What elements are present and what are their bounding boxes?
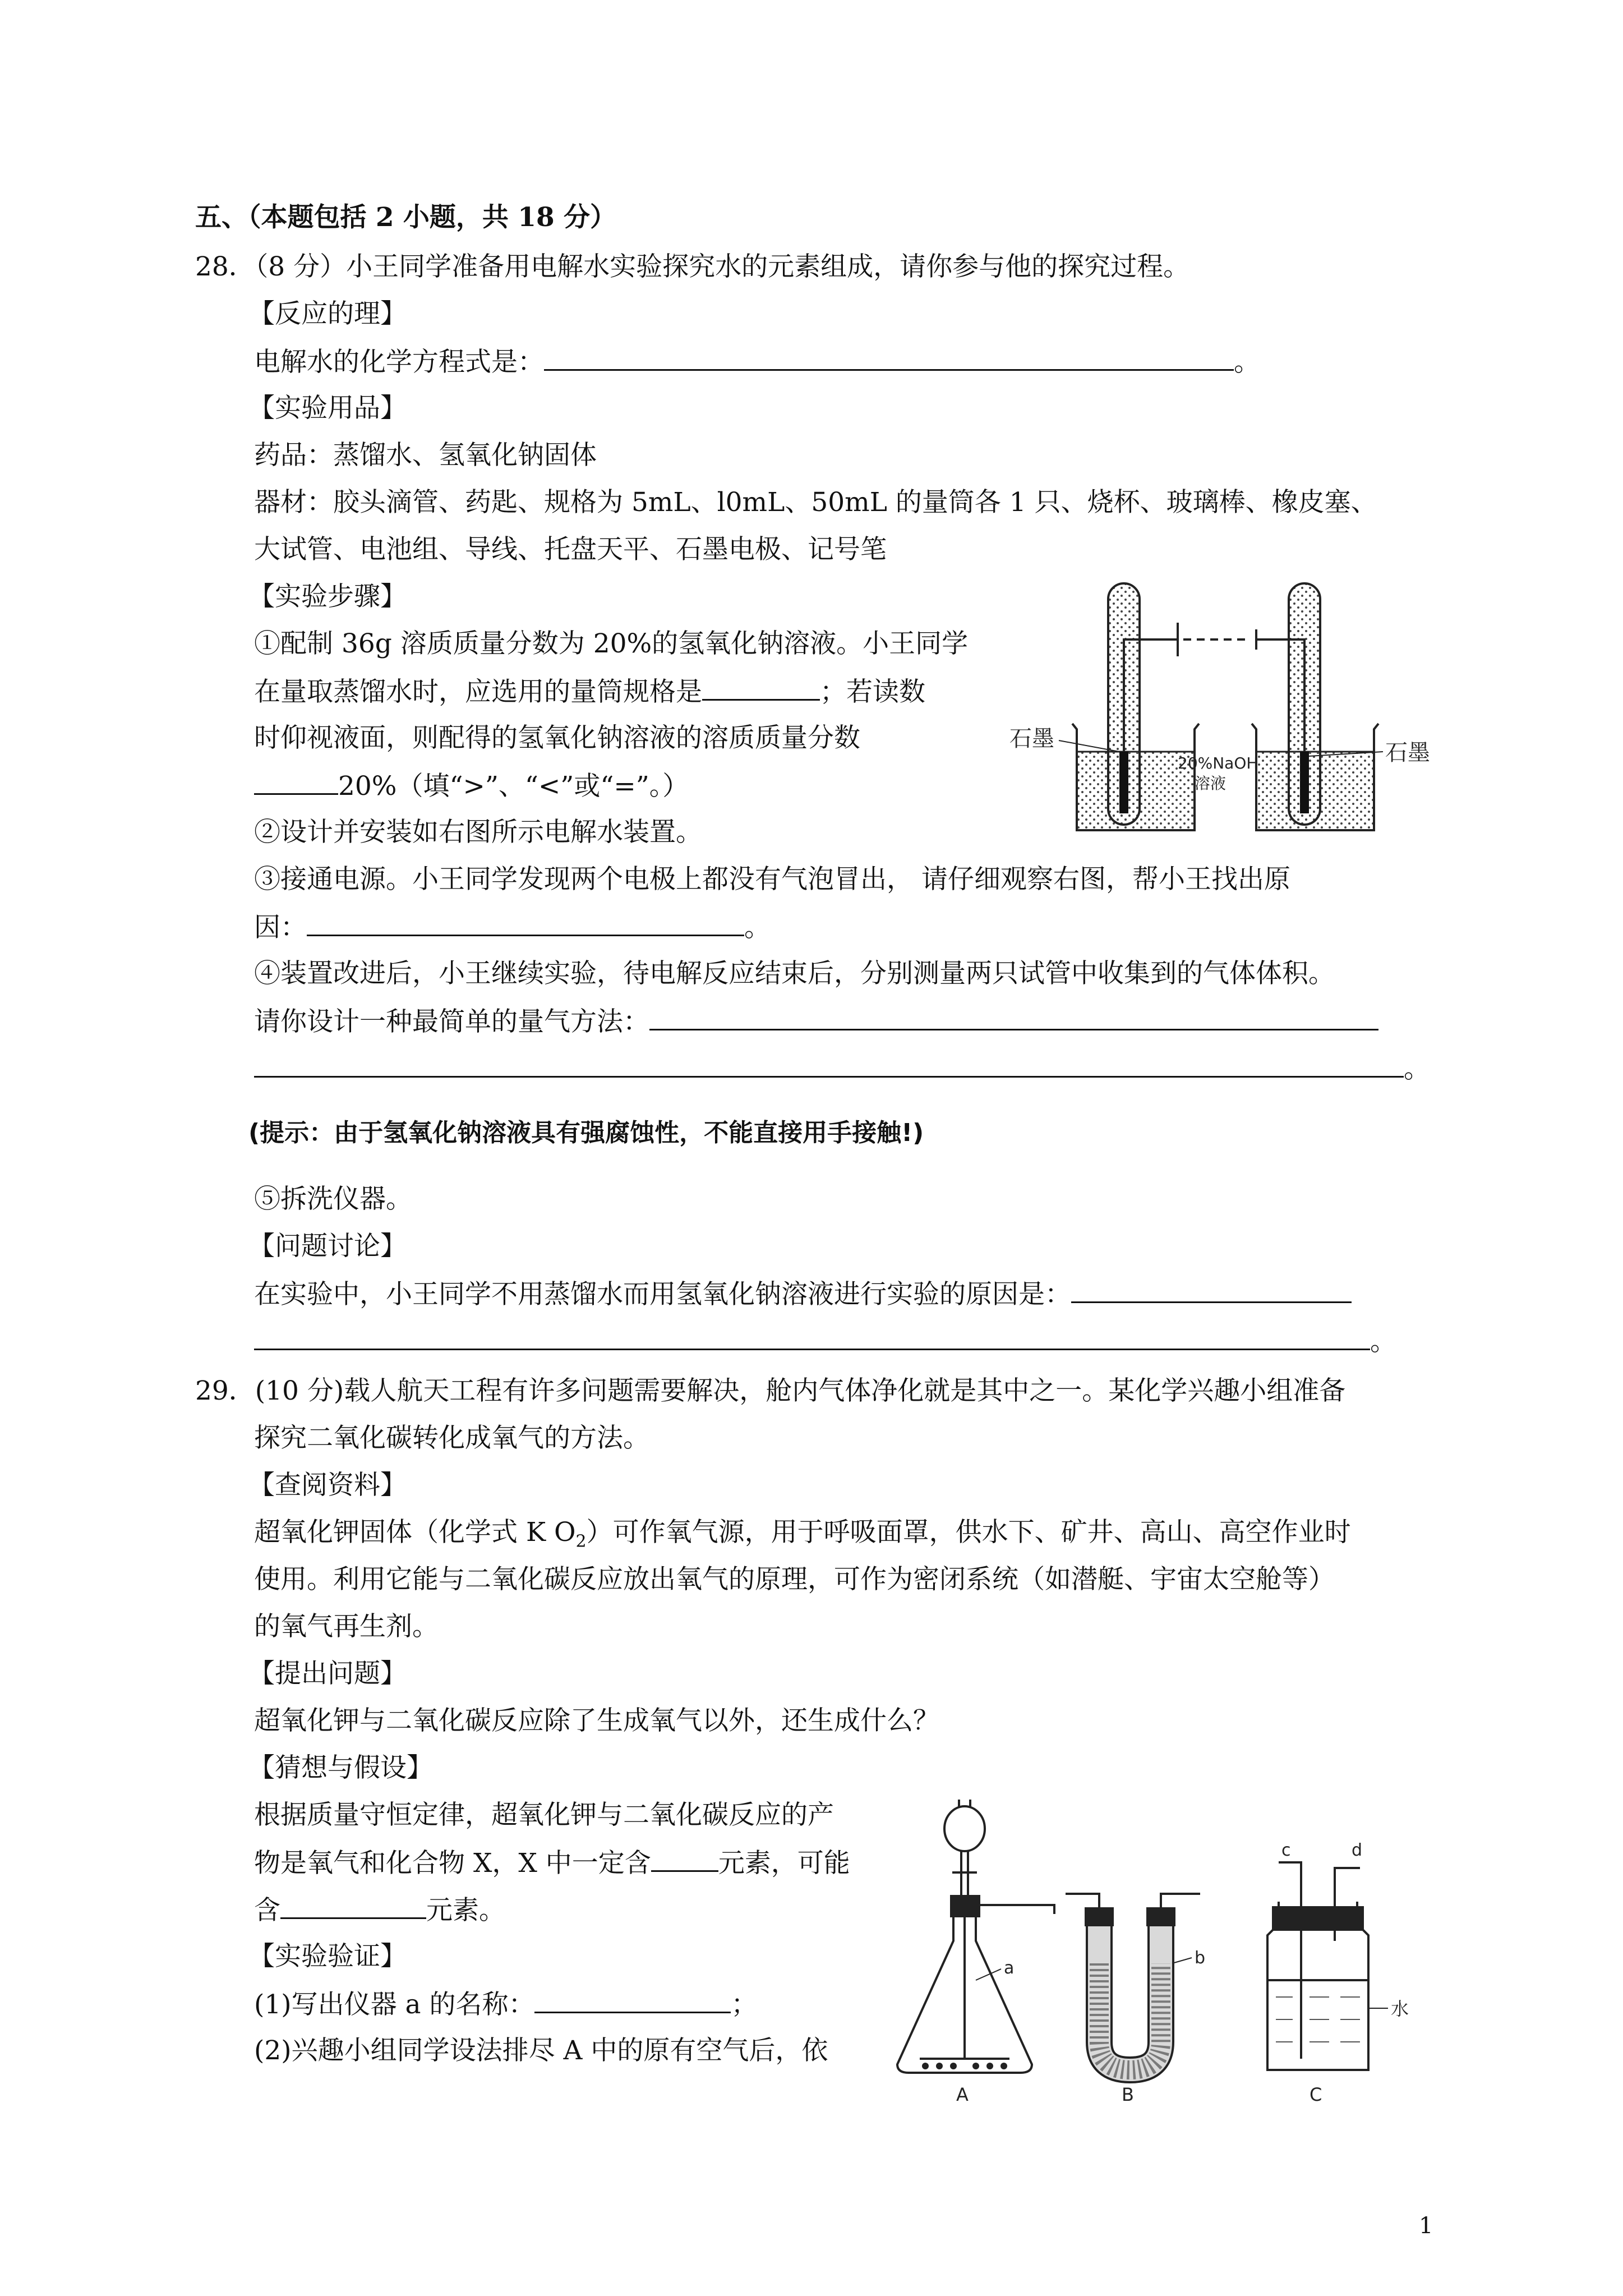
apparatus-b-u-tube [1066,1894,1200,2070]
q29-heading-verify: 【实验验证】 [248,1941,407,1972]
q28-method-blank-2[interactable] [254,1051,1404,1078]
right-graphite-electrode [1300,752,1309,813]
label-c: c [1281,1841,1291,1860]
q28-discussion-text: 在实验中，小王同学不用蒸馏水而用氢氧化钠溶液进行实验的原因是： [254,1279,1071,1310]
q28-step1-line2 [254,674,925,709]
q28-discussion-line1 [254,1277,1352,1312]
label-b: b [1195,1948,1206,1968]
q28-step3-line2 [254,910,771,945]
q28-discussion-period: 。 [1370,1326,1396,1357]
section-heading: 五、（本题包括 2 小题，共 18 分） [195,202,617,233]
q28-equation-prompt: 电解水的化学方程式是： [254,347,544,378]
left-graphite-electrode [1119,752,1128,813]
q29-hypothesis-line3 [254,1893,505,1927]
q29-data-line3: 的氧气再生剂。 [254,1611,439,1642]
q28-concentration-blank[interactable] [254,769,338,795]
apparatus-c-water-lines [1276,1997,1360,2042]
q29-verify-line2: (2)兴趣小组同学设法排尽 A 中的原有空气后，依 [254,2035,828,2066]
q29-heading-hypothesis: 【猜想与假设】 [248,1752,433,1783]
q28-step3-text: 因： [254,912,307,943]
q29-verify-text-b: ； [731,1989,758,2020]
page-number: 1 [1419,2213,1433,2239]
q29-definite-element-blank[interactable] [651,1846,718,1872]
q29-title-line1: 29．(10 分)载人航天工程有许多问题需要解决，舱内气体净化就是其中之一。某化学兴趣小组准备 [195,1375,1346,1406]
label-a: a [1004,1958,1015,1978]
q28-heading-steps: 【实验步骤】 [248,581,407,612]
q29-hyp-text-a: 物是氧气和化合物 X，X 中一定含 [254,1848,651,1879]
q28-reason-blank[interactable] [307,910,744,936]
q28-step1-text-b: ；若读数 [820,677,925,707]
solution-label-line1: 20%NaOH [1178,754,1258,772]
q28-step1-text-a: 在量取蒸馏水时，应选用的量筒规格是 [254,677,702,707]
q28-equipment-line2: 大试管、电池组、导线、托盘天平、石墨电极、记号笔 [254,534,887,565]
label-water: 水 [1391,1998,1409,2019]
apparatus-abc-figure [886,1795,1447,2109]
q29-hyp-text-d: 元素。 [426,1895,505,1926]
q29-verify-line1 [254,1987,757,2022]
battery-and-wires [1124,623,1304,752]
q29-hyp-text-b: 元素，可能 [718,1848,850,1879]
q28-step4-line2 [254,1004,1378,1039]
solution-label-line2: 溶液 [1195,774,1227,793]
q29-hypothesis-line1: 根据质量守恒定律，超氧化钾与二氧化碳反应的产 [254,1800,834,1830]
q28-discussion-blank-1[interactable] [1071,1277,1352,1303]
q29-hyp-text-c: 含 [254,1895,280,1926]
q28-step1-line3: 时仰视液面，则配得的氢氧化钠溶液的溶质质量分数 [254,723,860,753]
q28-equation-period: 。 [1234,347,1260,378]
q28-step4-text: 请你设计一种最简单的量气方法： [254,1006,649,1037]
q28-step3-line1: ③接通电源。小王同学发现两个电极上都没有气泡冒出， 请仔细观察右图，帮小王找出原 [254,864,1290,895]
q29-question: 超氧化钾与二氧化碳反应除了生成氧气以外，还生成什么？ [254,1705,939,1736]
q28-equipment-line1: 器材：胶头滴管、药匙、规格为 5mL、l0mL、50mL 的量筒各 1 只、烧杯、玻璃棒、橡皮塞、 [254,487,1377,518]
q29-title-line2: 探究二氧化碳转化成氧气的方法。 [254,1423,649,1453]
q28-reagents: 药品：蒸馏水、氢氧化钠固体 [254,440,597,471]
left-graphite-label: 石墨 [1009,726,1054,752]
q29-data-text-b: ）可作氧气源，用于呼吸面罩，供水下、矿井、高山、高空作业时 [586,1517,1351,1548]
q29-heading-data: 【查阅资料】 [248,1470,407,1501]
apparatus-a-flask [897,1800,1054,2073]
q28-step1-text-d: 20%（填“>”、“<”或“=”。） [338,771,689,802]
q28-discussion-blank-2[interactable] [254,1324,1370,1350]
q28-title: 28．（8 分）小王同学准备用电解水实验探究水的元素组成，请你参与他的探究过程。 [195,251,1190,282]
right-graphite-label: 石墨 [1385,740,1430,766]
caption-c: C [1310,2084,1322,2105]
q28-step4-line3 [254,1051,1430,1086]
q28-step4-line1: ④装置改进后，小王继续实验，待电解反应结束后，分别测量两只试管中收集到的气体体积。 [254,958,1335,989]
q28-equation-line [254,344,1260,379]
q29-data-line2: 使用。利用它能与二氧化碳反应放出氧气的原理，可作为密闭系统（如潜艇、宇宙太空舱等） [254,1564,1335,1595]
apparatus-c-bottle [1267,1862,1368,2070]
q28-step3-period: 。 [744,912,771,943]
q28-step4-period: 。 [1404,1053,1430,1084]
q28-hint: (提示：由于氢氧化钠溶液具有强腐蚀性，不能直接用手接触!) [248,1119,924,1147]
electrolysis-apparatus-figure [1009,578,1436,847]
q28-step1-line1: ①配制 36g 溶质质量分数为 20%的氢氧化钠溶液。小王同学 [254,628,969,659]
q28-step5: ⑤拆洗仪器。 [254,1184,412,1214]
q28-discussion-line2 [254,1324,1396,1359]
q29-data-subscript: 2 [575,1531,587,1552]
q28-method-blank-1[interactable] [649,1004,1378,1030]
q29-verify-text-a: (1)写出仪器 a 的名称： [254,1989,535,2020]
caption-b: B [1122,2084,1134,2105]
q28-equation-blank[interactable] [544,344,1234,371]
q28-heading-discussion: 【问题讨论】 [248,1231,407,1262]
caption-a: A [956,2084,969,2105]
q28-heading-principle: 【反应的理】 [248,298,407,329]
q28-heading-materials: 【实验用品】 [248,393,407,424]
apparatus-a-solid [922,2063,1007,2069]
q29-heading-question: 【提出问题】 [248,1658,407,1689]
q28-cylinder-blank[interactable] [702,674,820,701]
q28-step1-line4 [254,769,689,803]
q29-data-line1 [254,1516,1351,1558]
q29-possible-element-blank[interactable] [280,1893,426,1919]
label-d: d [1352,1841,1363,1860]
q29-hypothesis-line2 [254,1846,850,1880]
q29-instrument-name-blank[interactable] [534,1987,731,2013]
q29-data-text-a: 超氧化钾固体（化学式 K O [254,1517,576,1548]
q28-step2: ②设计并安装如右图所示电解水装置。 [254,817,702,848]
